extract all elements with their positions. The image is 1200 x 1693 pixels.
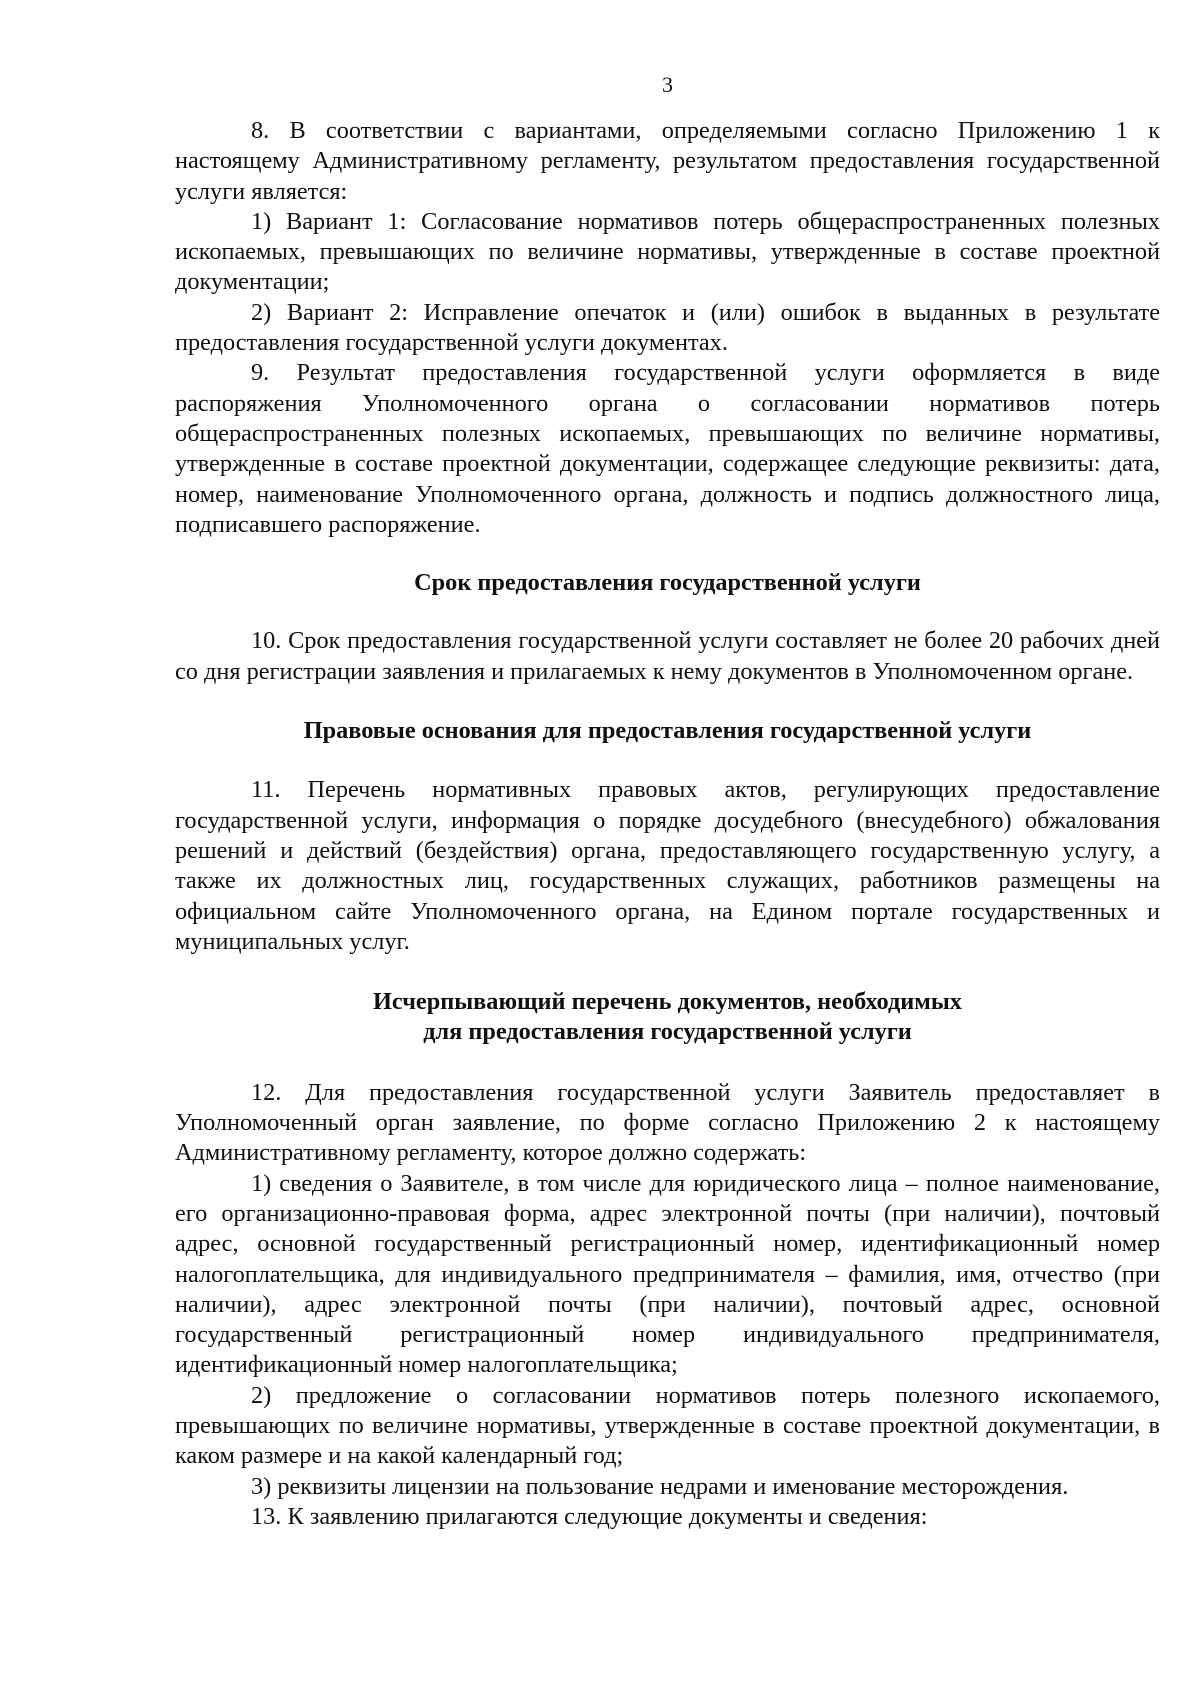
paragraph-8-variant-1: 1) Вариант 1: Согласование нормативов потерь общераспространенных полезных ископаемых, превышающих по величине нормативы, утвержденные в составе проектной документации; xyxy=(175,207,1160,296)
section-heading-documents xyxy=(175,987,1160,1048)
section-heading-legal-basis: Правовые основания для предоставления государственной услуги xyxy=(303,717,1032,745)
paragraph-12-item-3: 3) реквизиты лицензии на пользование недрами и именование месторождения. xyxy=(251,1472,1069,1500)
paragraph-8-variant-2: 2) Вариант 2: Исправление опечаток и (или) ошибок в выданных в результате предоставления государственной услуги документах. xyxy=(175,298,1160,357)
paragraph-8: 8. В соответствии с вариантами, определяемыми согласно Приложению 1 к настоящему Административному регламенту, результатом предоставления государственной услуги является: xyxy=(175,117,1160,205)
paragraph-9: 9. Результат предоставления государственной услуги оформляется в виде распоряжения Уполномоченного органа о согласовании нормативов потерь общераспространенных полезных ископаемых, превышающих по величине нормативы, утвержденные в составе проектной документации, содержащее следующие реквизиты: дата, номер, наименование Уполномоченного органа, должность и подпись должностного лица, подписавшего распоряжение. xyxy=(175,359,1160,538)
paragraph-12-item-1: 1) сведения о Заявителе, в том числе для юридического лица – полное наименование, его организационно-правовая форма, адрес электронной почты (при наличии), почтовый адрес, основной государственный регистрационный номер, идентификационный номер налогоплательщика, для индивидуального предпринимателя – фамилия, имя, отчество (при наличии), адрес электронной почты (при наличии), почтовый адрес, основной государственный регистрационный номер индивидуального предпринимателя, идентификационный номер налогоплательщика; xyxy=(175,1169,1160,1379)
paragraph-12: 12. Для предоставления государственной услуги Заявитель предоставляет в Уполномоченный орган заявление, по форме согласно Приложению 2 к настоящему Административному регламенту, которое должно содержать: xyxy=(175,1078,1160,1167)
section-heading-documents-line-2: для предоставления государственной услуги xyxy=(423,1018,912,1046)
section-heading-documents-line-1: Исчерпывающий перечень документов, необходимых xyxy=(373,988,962,1016)
page-number: 3 xyxy=(662,72,673,97)
document-body xyxy=(175,116,1160,1532)
paragraph-12-item-2: 2) предложение о согласовании нормативов потерь полезного ископаемого, превышающих по величине нормативы, утвержденные в составе проектной документации, в каком размере и на какой календарный год; xyxy=(175,1381,1160,1470)
paragraph-11: 11. Перечень нормативных правовых актов, регулирующих предоставление государственной услуги, информация о порядке досудебного (внесудебного) обжалования решений и действий (бездействия) органа, предоставляющего государственную услугу, а также их должностных лиц, государственных служащих, работников размещены на официальном сайте Уполномоченного органа, на Едином портале государственных и муниципальных услуг. xyxy=(175,776,1160,955)
paragraph-10: 10. Срок предоставления государственной услуги составляет не более 20 рабочих дней со дня регистрации заявления и прилагаемых к нему документов в Уполномоченном органе. xyxy=(175,627,1160,685)
paragraph-13: 13. К заявлению прилагаются следующие документы и сведения: xyxy=(251,1502,928,1530)
section-heading-term: Срок предоставления государственной услуги xyxy=(414,569,921,597)
